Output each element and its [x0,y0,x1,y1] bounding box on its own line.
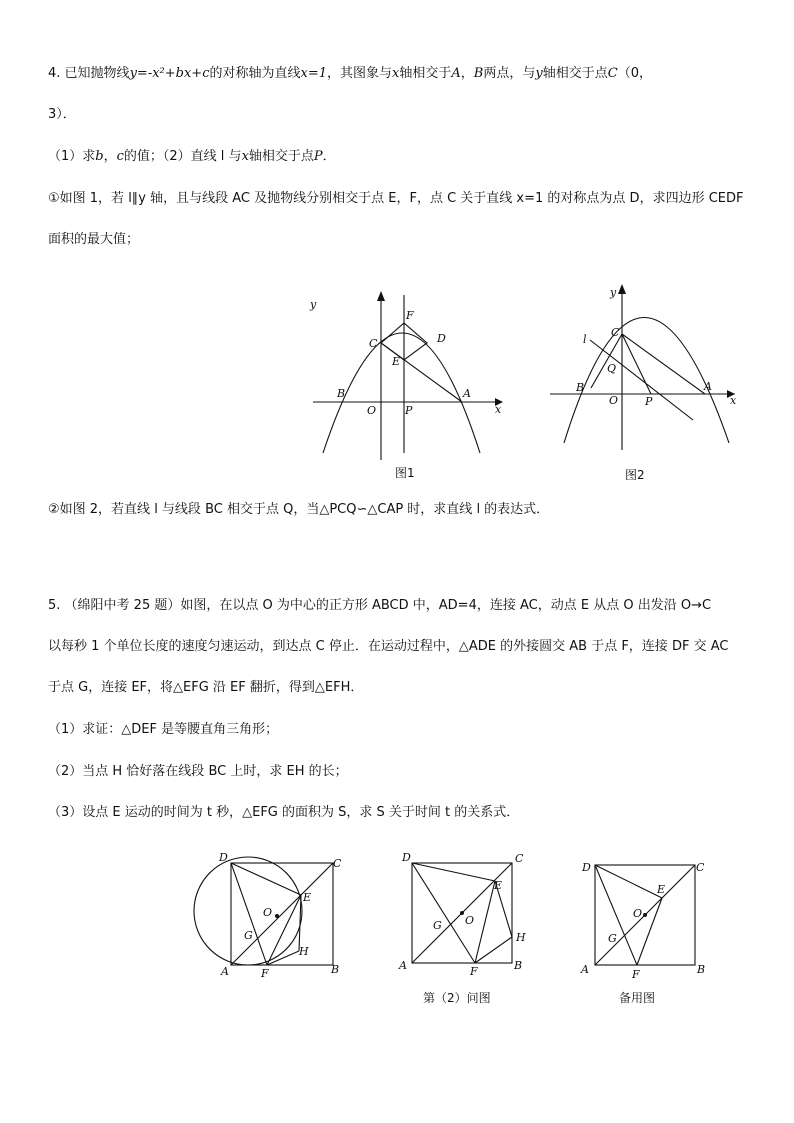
fig1-label-y: y [310,298,317,311]
fig1-parabola [323,333,480,453]
fig2-segment-cp [622,334,651,394]
q5-fig3-label-a: A [581,963,589,976]
fig2-label-q: Q [607,362,617,375]
q5-fig1-label-e: E [303,891,312,904]
fig1-label-f: F [406,309,414,322]
q4-figure-1 [305,285,515,485]
fig2-label-c: C [611,326,620,339]
fig1-label-b: B [337,387,346,400]
q5-fig1-label-f: F [261,967,269,980]
fig1-label-c: C [369,337,378,350]
q5-fig1-segment-fh [267,951,299,965]
q5-fig2-label-b: B [514,959,523,972]
q5-figure-main [185,845,355,985]
q5-fig1-label-h: H [299,945,309,958]
fig2-label-y: y [610,286,617,299]
fig2-label-a: A [704,380,712,393]
q4-line-2: 3）． [48,107,76,122]
q5-fig1-segment-fe [267,895,301,965]
q5-line-3: 于点 G，连接 EF，将△EFG 沿 EF 翻折，得到△EFH． [48,680,364,695]
q5-fig3-label-o: O [633,907,643,920]
q5-fig2-label-g: G [433,919,442,932]
q5-fig1-label-c: C [333,857,342,870]
fig2-label-x: x [730,394,737,407]
q5-figure-part-2 [395,845,545,1015]
q5-fig2-label-f: F [470,965,478,978]
fig1-caption: 图1 [395,466,415,480]
fig1-label-o: O [367,404,377,417]
q5-part-3: （3）设点 E 运动的时间为 t 秒，△EFG 的面积为 S，求 S 关于时间 t 的关系式． [48,805,520,820]
q5-fig1-diagonal-ac [231,863,333,965]
q5-part-2: （2）当点 H 恰好落在线段 BC 上时，求 EH 的长； [48,764,348,779]
q4-line-1: 4. 已知抛物线y=-x²+bx+c的对称轴为直线x=1，其图象与x轴相交于A，B两点，与y轴相交于点C（0， [48,66,652,81]
fig2-caption: 图2 [625,468,645,482]
fig2-label-p: P [645,395,653,408]
fig2-label-b: B [576,381,585,394]
q5-fig3-label-e: E [657,883,666,896]
fig2-line-l [590,340,693,420]
q5-part-1: （1）求证：△DEF 是等腰直角三角形； [48,722,279,737]
q5-fig1-segment-de [231,863,301,895]
q5-fig2-label-h: H [516,931,526,944]
q5-fig3-caption: 备用图 [619,991,656,1005]
q5-fig1-label-d: D [219,851,228,864]
q4-figure-2 [545,280,750,490]
q5-fig2-center-dot [460,911,464,915]
q5-fig2-label-d: D [402,851,411,864]
q5-fig1-label-b: B [331,963,340,976]
fig1-label-e: E [392,355,401,368]
fig1-label-p: P [405,404,413,417]
fig2-segment-ca [622,334,705,394]
q5-fig2-segment-de [412,863,495,881]
q5-fig2-label-a: A [399,959,407,972]
q5-fig3-label-c: C [696,861,705,874]
q5-fig3-segment-df [595,865,637,965]
fig1-y-arrow-icon [377,291,385,301]
q5-fig3-label-d: D [582,861,591,874]
q5-fig2-caption: 第（2）问图 [423,991,491,1005]
q5-figure-spare [575,845,725,1015]
q5-fig2-label-o: O [465,914,475,927]
fig1-label-d: D [437,332,446,345]
q4-part-1: （1）求b，c的值；（2）直线 l 与x轴相交于点P． [48,149,336,164]
q4-sub-1-line-1: ①如图 1，若 l∥y 轴，且与线段 AC 及抛物线分别相交于点 E，F，点 C 关于直线 x=1 的对称点为点 D，求四边形 CEDF [48,191,744,206]
q5-line-2: 以每秒 1 个单位长度的速度匀速运动，到达点 C 停止．在运动过程中，△ADE 的外接圆交 AB 于点 F，连接 DF 交 AC [48,639,729,654]
fig1-label-a: A [463,387,471,400]
fig2-label-l: l [583,333,587,346]
q5-fig1-center-dot [275,914,279,918]
q5-fig2-segment-df [412,863,475,963]
q5-fig1-label-o: O [263,906,273,919]
q5-fig3-label-f: F [632,968,640,981]
fig2-y-arrow-icon [618,284,626,294]
fig1-label-x: x [495,403,502,416]
q5-line-1: 5. （绵阳中考 25 题）如图，在以点 O 为中心的正方形 ABCD 中，AD=4，连接 AC，动点 E 从点 O 出发沿 O→C [48,598,712,613]
q4-sub-2: ②如图 2，若直线 l 与线段 BC 相交于点 Q，当△PCQ∽△CAP 时，求直线 l 的表达式． [48,502,550,517]
fig2-label-o: O [609,394,619,407]
q5-fig3-center-dot [643,913,647,917]
q4-sub-1-line-2: 面积的最大值； [48,232,140,247]
q5-fig2-label-c: C [515,852,524,865]
q5-fig1-label-g: G [244,929,253,942]
q5-fig3-segment-de [595,865,662,898]
q5-fig1-segment-df [231,863,267,965]
q5-fig1-label-a: A [221,965,229,978]
q5-fig3-label-b: B [697,963,706,976]
q5-fig2-label-e: E [494,879,503,892]
q5-fig3-label-g: G [608,932,617,945]
